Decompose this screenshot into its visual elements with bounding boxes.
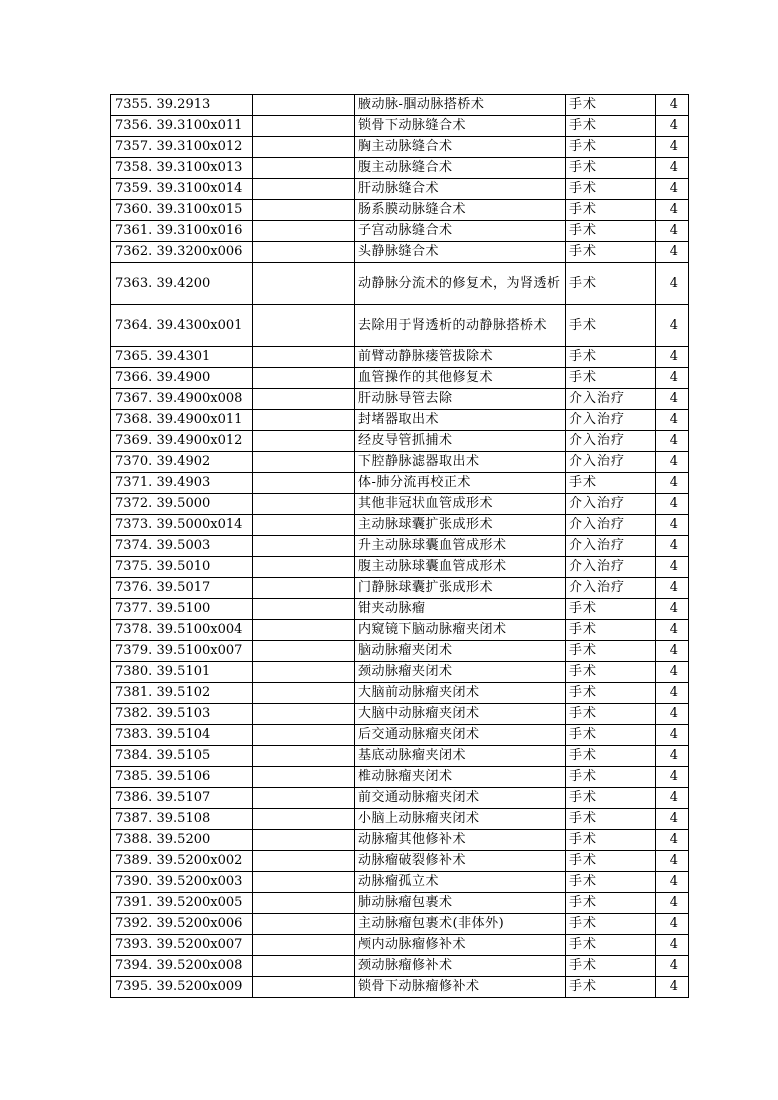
row-sequence-number: 7371. bbox=[111, 473, 153, 494]
table-row bbox=[111, 704, 689, 725]
procedure-level: 4 bbox=[656, 179, 689, 200]
procedure-name: 后交通动脉瘤夹闭术 bbox=[355, 725, 566, 746]
procedure-type: 手术 bbox=[566, 788, 656, 809]
procedure-name: 子宫动脉缝合术 bbox=[355, 221, 566, 242]
procedure-level: 4 bbox=[656, 620, 689, 641]
row-sequence-number: 7386. bbox=[111, 788, 153, 809]
procedure-type: 介入治疗 bbox=[566, 389, 656, 410]
procedure-type: 手术 bbox=[566, 242, 656, 263]
table-row bbox=[111, 872, 689, 893]
empty-cell bbox=[253, 473, 355, 494]
row-sequence-number: 7392. bbox=[111, 914, 153, 935]
procedure-level: 4 bbox=[656, 368, 689, 389]
table-row bbox=[111, 242, 689, 263]
table-row bbox=[111, 683, 689, 704]
procedure-code: 39.5108 bbox=[153, 809, 253, 830]
table-row bbox=[111, 116, 689, 137]
procedure-type: 手术 bbox=[566, 200, 656, 221]
row-sequence-number: 7390. bbox=[111, 872, 153, 893]
procedure-level: 4 bbox=[656, 158, 689, 179]
row-sequence-number: 7357. bbox=[111, 137, 153, 158]
procedure-name: 颅内动脉瘤修补术 bbox=[355, 935, 566, 956]
empty-cell bbox=[253, 746, 355, 767]
procedure-code: 39.3100x011 bbox=[153, 116, 253, 137]
row-sequence-number: 7385. bbox=[111, 767, 153, 788]
table-row bbox=[111, 725, 689, 746]
procedure-type: 介入治疗 bbox=[566, 410, 656, 431]
procedure-level: 4 bbox=[656, 494, 689, 515]
procedure-name: 锁骨下动脉缝合术 bbox=[355, 116, 566, 137]
procedure-level: 4 bbox=[656, 263, 689, 305]
procedure-code: 39.5102 bbox=[153, 683, 253, 704]
row-sequence-number: 7388. bbox=[111, 830, 153, 851]
procedure-code: 39.4900x008 bbox=[153, 389, 253, 410]
empty-cell bbox=[253, 221, 355, 242]
procedure-code: 39.5200x002 bbox=[153, 851, 253, 872]
table-row bbox=[111, 305, 689, 347]
row-sequence-number: 7379. bbox=[111, 641, 153, 662]
procedure-level: 4 bbox=[656, 641, 689, 662]
empty-cell bbox=[253, 389, 355, 410]
row-sequence-number: 7358. bbox=[111, 158, 153, 179]
table-row bbox=[111, 935, 689, 956]
procedure-type: 手术 bbox=[566, 830, 656, 851]
procedure-type: 手术 bbox=[566, 368, 656, 389]
row-sequence-number: 7369. bbox=[111, 431, 153, 452]
row-sequence-number: 7366. bbox=[111, 368, 153, 389]
procedure-name: 前交通动脉瘤夹闭术 bbox=[355, 788, 566, 809]
procedure-type: 介入治疗 bbox=[566, 536, 656, 557]
row-sequence-number: 7370. bbox=[111, 452, 153, 473]
procedure-code: 39.3100x016 bbox=[153, 221, 253, 242]
procedure-code: 39.5200x003 bbox=[153, 872, 253, 893]
table-row bbox=[111, 158, 689, 179]
procedure-level: 4 bbox=[656, 473, 689, 494]
procedure-name: 大脑前动脉瘤夹闭术 bbox=[355, 683, 566, 704]
procedure-code: 39.4902 bbox=[153, 452, 253, 473]
procedure-code: 39.5003 bbox=[153, 536, 253, 557]
table-row bbox=[111, 893, 689, 914]
procedure-level: 4 bbox=[656, 137, 689, 158]
empty-cell bbox=[253, 956, 355, 977]
table-row bbox=[111, 389, 689, 410]
table-row bbox=[111, 410, 689, 431]
table-row bbox=[111, 914, 689, 935]
table-row bbox=[111, 557, 689, 578]
empty-cell bbox=[253, 704, 355, 725]
procedure-type: 手术 bbox=[566, 641, 656, 662]
procedure-level: 4 bbox=[656, 536, 689, 557]
procedure-type: 手术 bbox=[566, 977, 656, 998]
row-sequence-number: 7375. bbox=[111, 557, 153, 578]
row-sequence-number: 7394. bbox=[111, 956, 153, 977]
procedure-type: 手术 bbox=[566, 767, 656, 788]
procedure-type: 介入治疗 bbox=[566, 452, 656, 473]
row-sequence-number: 7391. bbox=[111, 893, 153, 914]
empty-cell bbox=[253, 452, 355, 473]
procedure-level: 4 bbox=[656, 116, 689, 137]
empty-cell bbox=[253, 809, 355, 830]
row-sequence-number: 7383. bbox=[111, 725, 153, 746]
procedure-level: 4 bbox=[656, 977, 689, 998]
empty-cell bbox=[253, 536, 355, 557]
procedure-type: 手术 bbox=[566, 620, 656, 641]
procedure-level: 4 bbox=[656, 452, 689, 473]
empty-cell bbox=[253, 116, 355, 137]
empty-cell bbox=[253, 599, 355, 620]
empty-cell bbox=[253, 368, 355, 389]
row-sequence-number: 7356. bbox=[111, 116, 153, 137]
row-sequence-number: 7359. bbox=[111, 179, 153, 200]
procedure-level: 4 bbox=[656, 431, 689, 452]
procedure-name: 锁骨下动脉瘤修补术 bbox=[355, 977, 566, 998]
empty-cell bbox=[253, 830, 355, 851]
procedure-level: 4 bbox=[656, 578, 689, 599]
procedure-code: 39.5200x009 bbox=[153, 977, 253, 998]
procedure-level: 4 bbox=[656, 662, 689, 683]
procedure-level: 4 bbox=[656, 956, 689, 977]
procedure-code: 39.4900x012 bbox=[153, 431, 253, 452]
procedure-type: 手术 bbox=[566, 746, 656, 767]
procedure-type: 手术 bbox=[566, 914, 656, 935]
row-sequence-number: 7377. bbox=[111, 599, 153, 620]
procedure-type: 手术 bbox=[566, 956, 656, 977]
row-sequence-number: 7376. bbox=[111, 578, 153, 599]
procedure-name: 主动脉球囊扩张成形术 bbox=[355, 515, 566, 536]
empty-cell bbox=[253, 851, 355, 872]
row-sequence-number: 7363. bbox=[111, 263, 153, 305]
procedure-level: 4 bbox=[656, 809, 689, 830]
procedure-code: 39.3100x014 bbox=[153, 179, 253, 200]
procedure-type: 手术 bbox=[566, 935, 656, 956]
procedure-name: 肠系膜动脉缝合术 bbox=[355, 200, 566, 221]
empty-cell bbox=[253, 914, 355, 935]
procedure-name: 前臂动静脉瘘管拔除术 bbox=[355, 347, 566, 368]
procedure-level: 4 bbox=[656, 515, 689, 536]
procedure-level: 4 bbox=[656, 599, 689, 620]
row-sequence-number: 7382. bbox=[111, 704, 153, 725]
procedure-level: 4 bbox=[656, 767, 689, 788]
procedure-type: 手术 bbox=[566, 662, 656, 683]
table-row bbox=[111, 830, 689, 851]
procedure-code: 39.5100x004 bbox=[153, 620, 253, 641]
procedure-type: 介入治疗 bbox=[566, 494, 656, 515]
procedure-code: 39.4300x001 bbox=[153, 305, 253, 347]
procedure-name: 小脑上动脉瘤夹闭术 bbox=[355, 809, 566, 830]
procedure-name: 动脉瘤其他修补术 bbox=[355, 830, 566, 851]
procedure-type: 手术 bbox=[566, 347, 656, 368]
empty-cell bbox=[253, 557, 355, 578]
procedure-code: 39.4900x011 bbox=[153, 410, 253, 431]
table-row bbox=[111, 536, 689, 557]
row-sequence-number: 7381. bbox=[111, 683, 153, 704]
procedure-type: 手术 bbox=[566, 221, 656, 242]
procedure-level: 4 bbox=[656, 935, 689, 956]
procedure-code: 39.5100 bbox=[153, 599, 253, 620]
procedure-code: 39.5200 bbox=[153, 830, 253, 851]
procedure-level: 4 bbox=[656, 914, 689, 935]
procedure-name: 腹主动脉缝合术 bbox=[355, 158, 566, 179]
procedure-code: 39.4301 bbox=[153, 347, 253, 368]
row-sequence-number: 7365. bbox=[111, 347, 153, 368]
empty-cell bbox=[253, 263, 355, 305]
row-sequence-number: 7373. bbox=[111, 515, 153, 536]
row-sequence-number: 7355. bbox=[111, 95, 153, 116]
procedure-code: 39.5000 bbox=[153, 494, 253, 515]
procedure-code: 39.2913 bbox=[153, 95, 253, 116]
empty-cell bbox=[253, 872, 355, 893]
row-sequence-number: 7384. bbox=[111, 746, 153, 767]
procedure-level: 4 bbox=[656, 893, 689, 914]
procedure-code: 39.5105 bbox=[153, 746, 253, 767]
row-sequence-number: 7393. bbox=[111, 935, 153, 956]
row-sequence-number: 7362. bbox=[111, 242, 153, 263]
row-sequence-number: 7368. bbox=[111, 410, 153, 431]
empty-cell bbox=[253, 179, 355, 200]
procedure-level: 4 bbox=[656, 872, 689, 893]
empty-cell bbox=[253, 641, 355, 662]
table-row bbox=[111, 263, 689, 305]
procedure-level: 4 bbox=[656, 95, 689, 116]
procedure-level: 4 bbox=[656, 725, 689, 746]
table-row bbox=[111, 452, 689, 473]
procedure-code: 39.5200x008 bbox=[153, 956, 253, 977]
procedure-type: 手术 bbox=[566, 704, 656, 725]
table-row bbox=[111, 977, 689, 998]
procedure-code: 39.5103 bbox=[153, 704, 253, 725]
row-sequence-number: 7387. bbox=[111, 809, 153, 830]
procedure-name: 头静脉缝合术 bbox=[355, 242, 566, 263]
empty-cell bbox=[253, 935, 355, 956]
table-row bbox=[111, 578, 689, 599]
table-row bbox=[111, 641, 689, 662]
row-sequence-number: 7360. bbox=[111, 200, 153, 221]
procedure-name: 动静脉分流术的修复术，为肾透析 bbox=[355, 263, 566, 305]
procedure-type: 手术 bbox=[566, 599, 656, 620]
procedure-name: 基底动脉瘤夹闭术 bbox=[355, 746, 566, 767]
procedure-code: 39.5106 bbox=[153, 767, 253, 788]
procedure-level: 4 bbox=[656, 683, 689, 704]
row-sequence-number: 7374. bbox=[111, 536, 153, 557]
procedure-name: 去除用于肾透析的动静脉搭桥术 bbox=[355, 305, 566, 347]
procedure-type: 手术 bbox=[566, 137, 656, 158]
table-row bbox=[111, 473, 689, 494]
procedure-type: 介入治疗 bbox=[566, 515, 656, 536]
procedure-type: 手术 bbox=[566, 158, 656, 179]
procedure-name: 门静脉球囊扩张成形术 bbox=[355, 578, 566, 599]
empty-cell bbox=[253, 620, 355, 641]
table-row bbox=[111, 746, 689, 767]
procedure-name: 腋动脉-腘动脉搭桥术 bbox=[355, 95, 566, 116]
procedure-name: 肝动脉导管去除 bbox=[355, 389, 566, 410]
procedure-name: 大脑中动脉瘤夹闭术 bbox=[355, 704, 566, 725]
table-row bbox=[111, 431, 689, 452]
procedure-name: 动脉瘤孤立术 bbox=[355, 872, 566, 893]
procedure-type: 手术 bbox=[566, 851, 656, 872]
procedure-code: 39.5100x007 bbox=[153, 641, 253, 662]
procedure-level: 4 bbox=[656, 200, 689, 221]
procedure-code: 39.4900 bbox=[153, 368, 253, 389]
procedure-name: 主动脉瘤包裹术(非体外) bbox=[355, 914, 566, 935]
procedure-name: 血管操作的其他修复术 bbox=[355, 368, 566, 389]
procedure-name: 封堵器取出术 bbox=[355, 410, 566, 431]
procedure-type: 手术 bbox=[566, 179, 656, 200]
table-row bbox=[111, 137, 689, 158]
procedure-level: 4 bbox=[656, 242, 689, 263]
procedure-name: 动脉瘤破裂修补术 bbox=[355, 851, 566, 872]
procedure-type: 手术 bbox=[566, 872, 656, 893]
empty-cell bbox=[253, 515, 355, 536]
empty-cell bbox=[253, 494, 355, 515]
procedure-code: 39.5017 bbox=[153, 578, 253, 599]
empty-cell bbox=[253, 200, 355, 221]
empty-cell bbox=[253, 431, 355, 452]
procedure-name: 钳夹动脉瘤 bbox=[355, 599, 566, 620]
row-sequence-number: 7389. bbox=[111, 851, 153, 872]
table-row bbox=[111, 368, 689, 389]
table-row bbox=[111, 662, 689, 683]
procedure-name: 腹主动脉球囊血管成形术 bbox=[355, 557, 566, 578]
empty-cell bbox=[253, 305, 355, 347]
procedure-code: 39.5010 bbox=[153, 557, 253, 578]
empty-cell bbox=[253, 767, 355, 788]
table-row bbox=[111, 788, 689, 809]
table-row bbox=[111, 599, 689, 620]
empty-cell bbox=[253, 347, 355, 368]
procedure-code: 39.5101 bbox=[153, 662, 253, 683]
procedure-level: 4 bbox=[656, 389, 689, 410]
procedure-name: 颈动脉瘤夹闭术 bbox=[355, 662, 566, 683]
procedure-level: 4 bbox=[656, 410, 689, 431]
procedure-level: 4 bbox=[656, 788, 689, 809]
table-row bbox=[111, 956, 689, 977]
procedure-name: 体-肺分流再校正术 bbox=[355, 473, 566, 494]
row-sequence-number: 7372. bbox=[111, 494, 153, 515]
procedure-type: 手术 bbox=[566, 263, 656, 305]
procedure-code: 39.3100x015 bbox=[153, 200, 253, 221]
procedure-level: 4 bbox=[656, 830, 689, 851]
procedure-type: 介入治疗 bbox=[566, 578, 656, 599]
table-row bbox=[111, 200, 689, 221]
empty-cell bbox=[253, 137, 355, 158]
table-row bbox=[111, 809, 689, 830]
procedure-name: 椎动脉瘤夹闭术 bbox=[355, 767, 566, 788]
empty-cell bbox=[253, 242, 355, 263]
table-body bbox=[111, 95, 689, 998]
empty-cell bbox=[253, 977, 355, 998]
procedure-level: 4 bbox=[656, 746, 689, 767]
table-row bbox=[111, 179, 689, 200]
procedure-type: 介入治疗 bbox=[566, 557, 656, 578]
empty-cell bbox=[253, 578, 355, 599]
procedure-type: 手术 bbox=[566, 473, 656, 494]
procedure-name: 经皮导管抓捕术 bbox=[355, 431, 566, 452]
procedure-type: 手术 bbox=[566, 305, 656, 347]
row-sequence-number: 7367. bbox=[111, 389, 153, 410]
empty-cell bbox=[253, 95, 355, 116]
procedure-code: 39.5104 bbox=[153, 725, 253, 746]
row-sequence-number: 7361. bbox=[111, 221, 153, 242]
row-sequence-number: 7364. bbox=[111, 305, 153, 347]
table-row bbox=[111, 851, 689, 872]
procedure-name: 下腔静脉滤器取出术 bbox=[355, 452, 566, 473]
procedure-type: 手术 bbox=[566, 725, 656, 746]
procedure-level: 4 bbox=[656, 347, 689, 368]
table-row bbox=[111, 767, 689, 788]
procedure-code: 39.3200x006 bbox=[153, 242, 253, 263]
procedure-type: 手术 bbox=[566, 95, 656, 116]
procedure-code: 39.5107 bbox=[153, 788, 253, 809]
procedure-code: 39.5200x006 bbox=[153, 914, 253, 935]
procedure-name: 升主动脉球囊血管成形术 bbox=[355, 536, 566, 557]
table-row bbox=[111, 620, 689, 641]
empty-cell bbox=[253, 158, 355, 179]
procedure-code: 39.5000x014 bbox=[153, 515, 253, 536]
procedure-code: 39.4903 bbox=[153, 473, 253, 494]
procedure-code: 39.5200x007 bbox=[153, 935, 253, 956]
procedure-level: 4 bbox=[656, 704, 689, 725]
table-row bbox=[111, 95, 689, 116]
row-sequence-number: 7395. bbox=[111, 977, 153, 998]
table-row bbox=[111, 221, 689, 242]
procedure-code: 39.5200x005 bbox=[153, 893, 253, 914]
procedure-name: 肝动脉缝合术 bbox=[355, 179, 566, 200]
procedure-code: 39.4200 bbox=[153, 263, 253, 305]
procedure-name: 脑动脉瘤夹闭术 bbox=[355, 641, 566, 662]
procedure-name: 内窥镜下脑动脉瘤夹闭术 bbox=[355, 620, 566, 641]
procedure-type: 手术 bbox=[566, 116, 656, 137]
procedure-level: 4 bbox=[656, 557, 689, 578]
procedure-name: 肺动脉瘤包裹术 bbox=[355, 893, 566, 914]
table-row bbox=[111, 515, 689, 536]
procedure-type: 手术 bbox=[566, 893, 656, 914]
procedure-name: 其他非冠状血管成形术 bbox=[355, 494, 566, 515]
procedure-code-table bbox=[110, 94, 689, 998]
procedure-level: 4 bbox=[656, 851, 689, 872]
empty-cell bbox=[253, 725, 355, 746]
procedure-code: 39.3100x012 bbox=[153, 137, 253, 158]
procedure-name: 颈动脉瘤修补术 bbox=[355, 956, 566, 977]
procedure-name: 胸主动脉缝合术 bbox=[355, 137, 566, 158]
procedure-code: 39.3100x013 bbox=[153, 158, 253, 179]
empty-cell bbox=[253, 662, 355, 683]
row-sequence-number: 7380. bbox=[111, 662, 153, 683]
procedure-type: 手术 bbox=[566, 683, 656, 704]
procedure-type: 介入治疗 bbox=[566, 431, 656, 452]
table-row bbox=[111, 347, 689, 368]
procedure-level: 4 bbox=[656, 221, 689, 242]
empty-cell bbox=[253, 893, 355, 914]
procedure-type: 手术 bbox=[566, 809, 656, 830]
empty-cell bbox=[253, 410, 355, 431]
procedure-level: 4 bbox=[656, 305, 689, 347]
row-sequence-number: 7378. bbox=[111, 620, 153, 641]
empty-cell bbox=[253, 788, 355, 809]
empty-cell bbox=[253, 683, 355, 704]
table-row bbox=[111, 494, 689, 515]
